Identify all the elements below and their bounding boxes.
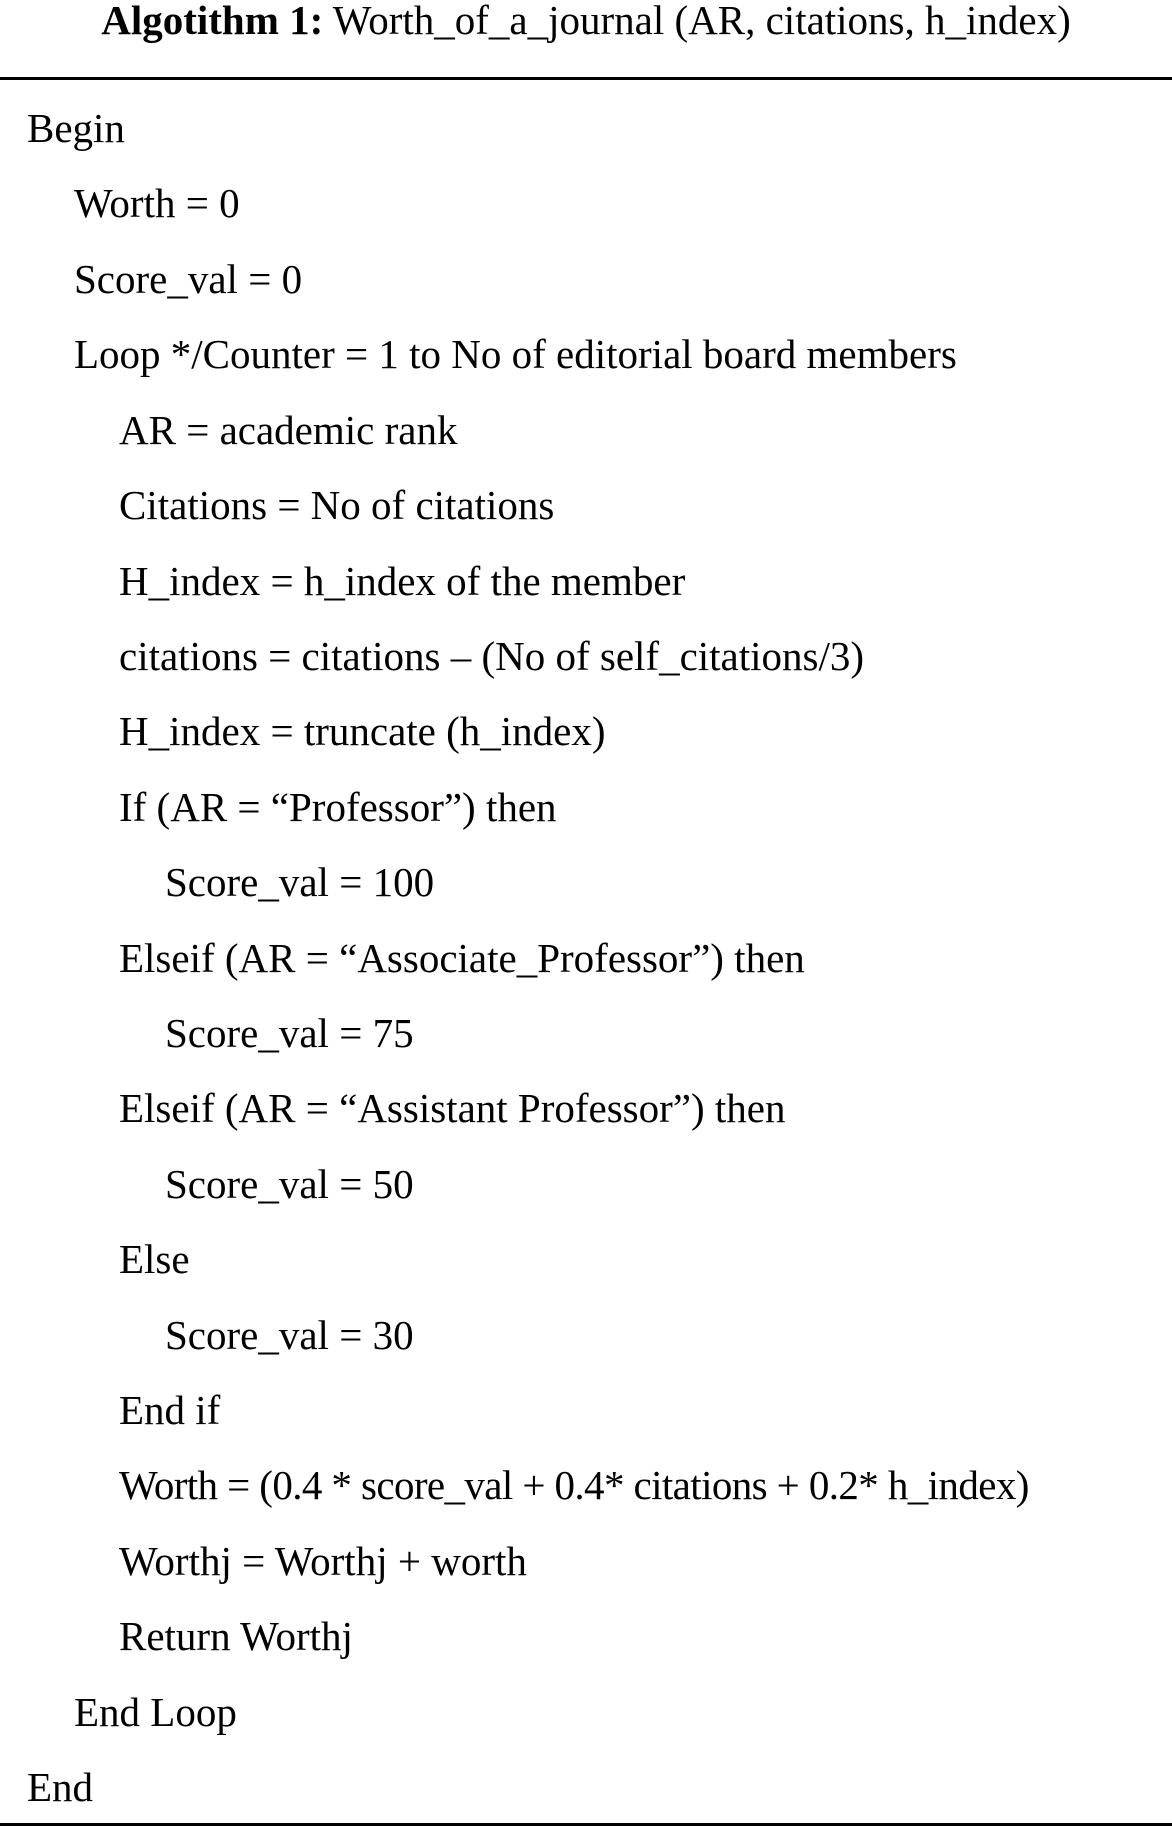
algorithm-line: End if	[119, 1387, 221, 1433]
algorithm-line: Score_val = 0	[74, 256, 303, 302]
algorithm-line: Worth = (0.4 * score_val + 0.4* citations + 0.2* h_index)	[119, 1462, 1029, 1508]
algorithm-title	[0, 0, 1172, 50]
algorithm-line: Worthj = Worthj + worth	[119, 1538, 527, 1584]
algorithm-line: If (AR = “Professor”) then	[119, 784, 557, 830]
algorithm-line: Loop */Counter = 1 to No of editorial board members	[74, 331, 957, 377]
algorithm-line: H_index = h_index of the member	[119, 558, 686, 604]
algorithm-label: Algotithm 1:	[101, 0, 324, 43]
algorithm-line: Elseif (AR = “Assistant Professor”) then	[119, 1085, 786, 1131]
algorithm-line: End Loop	[74, 1689, 237, 1735]
algorithm-line: Citations = No of citations	[119, 482, 555, 528]
bottom-rule	[0, 1823, 1172, 1826]
algorithm-line: Score_val = 75	[165, 1010, 414, 1056]
algorithm-line: AR = academic rank	[119, 407, 458, 453]
algorithm-line: Else	[119, 1236, 190, 1282]
algorithm-line: citations = citations – (No of self_citations/3)	[119, 633, 865, 679]
algorithm-line: Score_val = 50	[165, 1161, 414, 1207]
top-rule	[0, 77, 1172, 80]
algorithm-line: Worth = 0	[74, 180, 240, 226]
algorithm-line: End	[27, 1764, 94, 1810]
algorithm-line: Begin	[27, 105, 125, 151]
algorithm-line: Elseif (AR = “Associate_Professor”) then	[119, 935, 805, 981]
algorithm-line: H_index = truncate (h_index)	[119, 708, 606, 754]
algorithm-line: Return Worthj	[119, 1613, 353, 1659]
algorithm-line: Score_val = 100	[165, 859, 435, 905]
algorithm-line: Score_val = 30	[165, 1312, 414, 1358]
algorithm-signature: Worth_of_a_journal (AR, citations, h_index)	[332, 0, 1071, 43]
